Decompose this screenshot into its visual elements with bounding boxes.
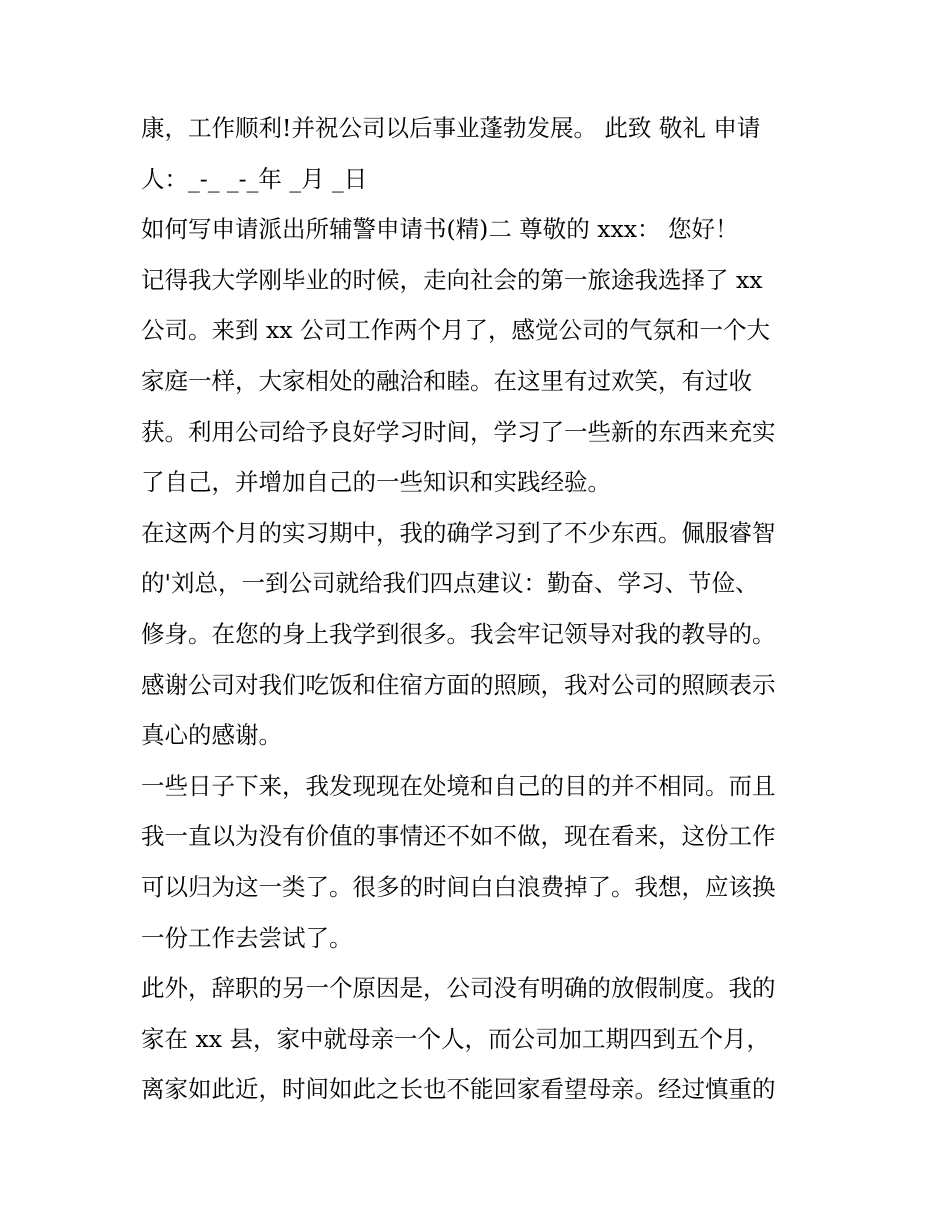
text-line: 在这两个月的实习期中，我的确学习到了不少东西。佩服睿智 bbox=[141, 518, 776, 547]
text-line: 了自己，并增加自己的一些知识和实践经验。 bbox=[141, 468, 611, 497]
text-line: 可以归为这一类了。很多的时间白白浪费掉了。我想，应该换 bbox=[141, 872, 776, 901]
text-line: 如何写申请派出所辅警申请书(精)二 尊敬的 xxx： 您好！ bbox=[141, 215, 739, 244]
text-line: 获。利用公司给予良好学习时间，学习了一些新的东西来充实 bbox=[141, 417, 776, 446]
text-line: 离家如此近，时间如此之长也不能回家看望母亲。经过慎重的 bbox=[141, 1075, 776, 1104]
text-line: 家庭一样，大家相处的融洽和睦。在这里有过欢笑，有过收 bbox=[141, 366, 752, 395]
text-line: 家在 xx 县，家中就母亲一个人，而公司加工期四到五个月， bbox=[141, 1024, 770, 1053]
text-line: 记得我大学刚毕业的时候，走向社会的第一旅途我选择了 xx bbox=[141, 265, 763, 294]
text-line: 此外，辞职的另一个原因是，公司没有明确的放假制度。我的 bbox=[141, 974, 776, 1003]
text-line: 康，工作顺利!并祝公司以后事业蓬勃发展。 此致 敬礼 申请 bbox=[141, 114, 761, 142]
text-line: 感谢公司对我们吃饭和住宿方面的照顾，我对公司的照顾表示 bbox=[141, 670, 776, 699]
text-line: 我一直以为没有价值的事情还不如不做，现在看来，这份工作 bbox=[141, 822, 776, 851]
text-line: 修身。在您的身上我学到很多。我会牢记领导对我的教导的。 bbox=[141, 619, 776, 648]
text-line: 一些日子下来，我发现现在处境和自己的目的并不相同。而且 bbox=[141, 771, 776, 800]
text-line: 一份工作去尝试了。 bbox=[141, 923, 353, 952]
text-line: 的'刘总，一到公司就给我们四点建议：勤奋、学习、节俭、 bbox=[141, 569, 759, 598]
text-line: 人：_-_ _-_年 _月 _日 bbox=[141, 164, 368, 193]
text-line: 公司。来到 xx 公司工作两个月了，感觉公司的气氛和一个大 bbox=[141, 316, 770, 345]
document-body bbox=[141, 103, 821, 1115]
text-line: 真心的感谢。 bbox=[141, 721, 282, 750]
